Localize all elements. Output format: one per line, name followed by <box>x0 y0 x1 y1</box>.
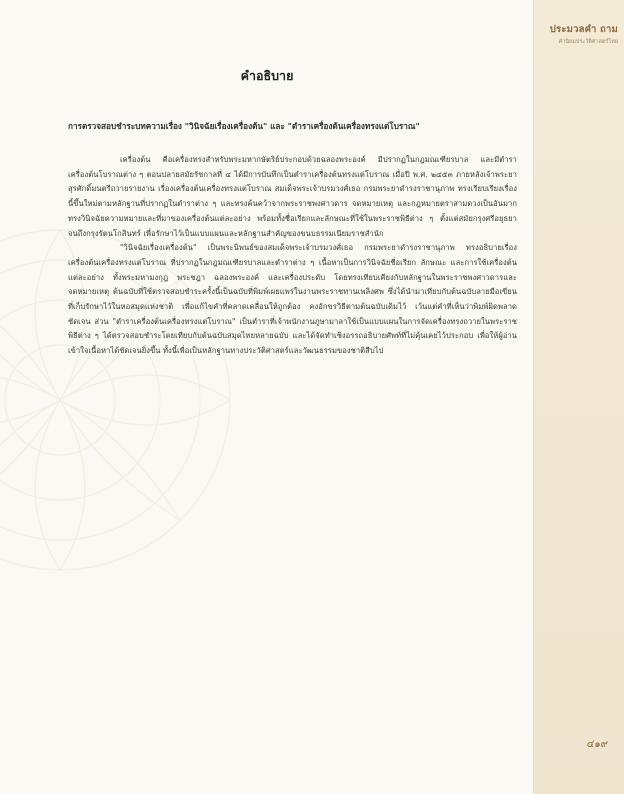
paragraph-1: เครื่องต้น คือเครื่องทรงสำหรับพระมหากษัตริย์ประกอบด้วยฉลองพระองค์ มีปรากฏในกฎมณเฑียรบาล และมีตำราเครื่องต้นโบราณต่าง ๆ ตอนปลายสมัยรัชกาลที่ ๔ ได้มีการบันทึกเป็นตำราเครื่องต้นทรงแต่โบราณ เมื่อปี พ.ศ. ๒๔๕๓ ภายหลังเจ้าพระยาสุรศักดิ์มนตรีถวายรายงาน เรื่องเครื่องต้นเครื่องทรงแต่โบราณ สมเด็จพระเจ้าบรมวงศ์เธอ กรมพระยาดำรงราชานุภาพ ทรงเรียบเรียงเรื่องนี้ขึ้นใหม่ตามหลักฐานที่ปรากฏในตำราต่าง ๆ และทรงค้นคว้าจากพระราชพงศาวดาร จดหมายเหตุ และกฎหมายตราสามดวงเป็นอันมาก ทรงวินิจฉัยความหมายและที่มาของเครื่องต้นแต่ละอย่าง พร้อมทั้งชื่อเรียกและลักษณะที่ใช้ในพระราชพิธีต่าง ๆ ตั้งแต่สมัยกรุงศรีอยุธยาจนถึงกรุงรัตนโกสินทร์ เพื่อรักษาไว้เป็นแบบแผนและหลักฐานสำคัญของขนบธรรมเนียมราชสำนัก <box>68 155 517 238</box>
side-panel <box>533 0 624 794</box>
side-header <box>538 22 618 46</box>
paragraph-2: "วินิจฉัยเรื่องเครื่องต้น" เป็นพระนิพนธ์ของสมเด็จพระเจ้าบรมวงศ์เธอ กรมพระยาดำรงราชานุภาพ ทรงอธิบายเรื่องเครื่องต้นเครื่องทรงแต่โบราณ ที่ปรากฏในกฎมณเฑียรบาลและตำราต่าง ๆ เนื้อหาเป็นการวินิจฉัยชื่อเรียก ลักษณะ และการใช้เครื่องต้นแต่ละอย่าง ทั้งพระมหามงกุฎ พระชฎา ฉลองพระองค์ และเครื่องประดับ โดยทรงเทียบเคียงกับหลักฐานในพระราชพงศาวดารและจดหมายเหตุ ต้นฉบับที่ใช้ตรวจสอบชำระครั้งนี้เป็นฉบับที่พิมพ์เผยแพร่ในงานพระราชทานเพลิงศพ ซึ่งได้นำมาเทียบกับต้นฉบับลายมือเขียนที่เก็บรักษาไว้ในหอสมุดแห่งชาติ เพื่อแก้ไขคำที่คลาดเคลื่อนให้ถูกต้อง คงอักขรวิธีตามต้นฉบับเดิมไว้ เว้นแต่คำที่เห็นว่าพิมพ์ผิดพลาดชัดเจน ส่วน "ตำราเครื่องต้นเครื่องทรงแต่โบราณ" เป็นตำราที่เจ้าพนักงานภูษามาลาใช้เป็นแบบแผนในการจัดเครื่องทรงถวายในพระราชพิธีต่าง ๆ ได้ตรวจสอบชำระโดยเทียบกับต้นฉบับสมุดไทยหลายฉบับ และได้จัดทำเชิงอรรถอธิบายศัพท์ที่ไม่คุ้นเคยไว้ประกอบ เพื่อให้ผู้อ่านเข้าใจเนื้อหาได้ชัดเจนยิ่งขึ้น ทั้งนี้เพื่อเป็นหลักฐานทางประวัติศาสตร์และวัฒนธรรมของชาติสืบไป <box>68 243 517 356</box>
page-title: คำอธิบาย <box>240 68 294 83</box>
body-text <box>68 153 517 359</box>
subject-heading: การตรวจสอบชำระบทความเรื่อง "วินิจฉัยเรื่องเครื่องต้น" และ "ตำราเครื่องต้นเครื่องทรงแต่โบราณ" <box>68 121 420 131</box>
side-subtitle: คำนิยมประวัติศาสตร์ไทย <box>558 39 618 45</box>
page-number: ๔๑๙ <box>586 739 608 750</box>
side-title: ประมวลคำ ถาม <box>549 24 618 35</box>
